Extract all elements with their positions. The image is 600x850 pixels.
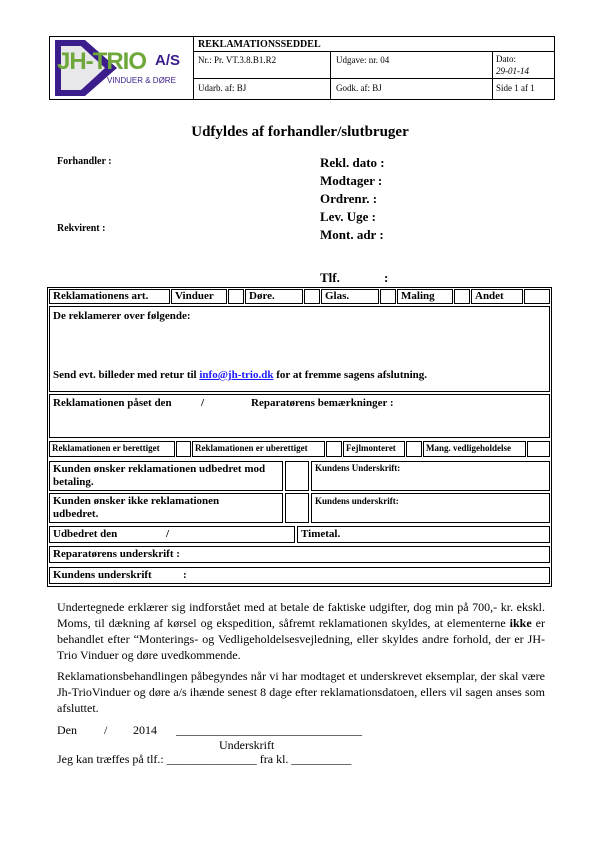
logo-suffix: A/S bbox=[155, 52, 181, 69]
receiver-label: Modtager : bbox=[320, 173, 383, 188]
complaint-heading: De reklamerer over følgende: bbox=[53, 310, 191, 322]
inspected-date-label: Reklamationen påset den bbox=[53, 397, 172, 409]
option-paint-label: Maling bbox=[401, 290, 435, 302]
option-glass-checkbox[interactable] bbox=[380, 289, 396, 304]
verdict-misfitted-label: Fejlmonteret bbox=[346, 443, 396, 453]
customer-declines-fix-checkbox[interactable] bbox=[285, 493, 309, 523]
repairer-signature-label: Reparatørens underskrift : bbox=[53, 548, 180, 560]
verdict-misfitted-checkbox[interactable] bbox=[406, 441, 422, 457]
dealer-label: Forhandler : bbox=[57, 156, 112, 167]
doc-number: Nr.: Pr. VT.3.8.B1.R2 bbox=[198, 55, 277, 65]
den-slash: / bbox=[104, 723, 108, 737]
option-other-checkbox[interactable] bbox=[524, 289, 550, 304]
logo-tagline: VINDUER & DØRE bbox=[107, 76, 176, 85]
customer-final-signature-label: Kundens underskrift bbox=[53, 569, 152, 581]
option-windows-label: Vinduer bbox=[175, 290, 214, 302]
den-year: 2014 bbox=[133, 723, 157, 737]
right-fields bbox=[320, 154, 385, 244]
terms-paragraph-1 bbox=[57, 599, 545, 663]
phone-colon: : bbox=[384, 270, 389, 285]
option-doors-checkbox[interactable] bbox=[304, 289, 320, 304]
delivery-week-label: Lev. Uge : bbox=[320, 209, 376, 224]
send-photos-line bbox=[53, 369, 427, 381]
verdict-unjustified-checkbox[interactable] bbox=[326, 441, 342, 457]
header-divider-logo bbox=[193, 36, 194, 100]
art-row bbox=[49, 289, 550, 304]
email-link[interactable]: info@jh-trio.dk bbox=[199, 369, 274, 381]
customer-final-signature-colon: : bbox=[183, 569, 187, 581]
page-number: Side 1 af 1 bbox=[496, 83, 535, 93]
verdict-maintenance-label: Mang. vedligeholdelse bbox=[426, 443, 511, 453]
phone-contact-label: Jeg kan træffes på tlf.: bbox=[57, 752, 164, 766]
repaired-date-label: Udbedret den bbox=[53, 528, 118, 540]
repair-remarks-label: Reparatørens bemærkninger : bbox=[251, 397, 394, 409]
option-glass-label: Glas. bbox=[325, 290, 350, 302]
logo-brand: JH-TRIO bbox=[57, 48, 146, 75]
signature-caption: Underskrift bbox=[219, 738, 275, 752]
terms-paragraph-2: Reklamationsbehandlingen påbegyndes når vi har modtaget et underskrevet eksemplar, der skal være Jh-TrioVinduer og døre a/s ihænde senest 8 dage efter reklamationsdatoen, ellers vil sagen anses som afsluttet. bbox=[57, 669, 545, 715]
date-value: 29-01-14 bbox=[496, 66, 529, 76]
requester-label: Rekvirent : bbox=[57, 223, 106, 234]
document-title: REKLAMATIONSSEDDEL bbox=[198, 39, 321, 50]
den-label: Den bbox=[57, 723, 77, 737]
form-title: Udfyldes af forhandler/slutbruger bbox=[191, 124, 409, 140]
signature-line[interactable]: _______________________________ bbox=[176, 723, 362, 737]
customer-wants-fix-label: Kunden ønsker reklamationen udbedret mod betaling. bbox=[53, 463, 266, 488]
phone-contact-field[interactable]: _______________ bbox=[166, 752, 257, 766]
complaint-date-label: Rekl. dato : bbox=[320, 155, 385, 170]
terms-p1-bold: ikke bbox=[509, 616, 532, 630]
verdict-justified-label: Reklamationen er berettiget bbox=[52, 443, 160, 453]
from-time-field[interactable]: __________ bbox=[291, 752, 352, 766]
verdict-unjustified-label: Reklamationen er uberettiget bbox=[195, 443, 308, 453]
verdict-row bbox=[49, 441, 550, 457]
terms-p1-a: Undertegnede erklærer sig indforstået med at betale de faktiske udgifter, dog min på 700,- kr. ekskl. Moms, til dækning af kørsel og ekspedition, såfremt reklamationen skyldes, at elementerne bbox=[57, 600, 545, 630]
customer-signature-1-label: Kundens Underskrift: bbox=[315, 463, 401, 473]
customer-wants-fix-checkbox[interactable] bbox=[285, 461, 309, 491]
terms-p1-b: er behandlet efter “Monterings- og Vedligeholdelsesvejledning, eller skyldes andre forhold, der er JH-Trio Vinduer og døre uvedkommende. bbox=[57, 616, 545, 662]
date-label: Dato: bbox=[496, 54, 516, 64]
approved-by: Godk. af: BJ bbox=[336, 83, 382, 93]
company-logo bbox=[55, 40, 187, 96]
doc-version: Udgave: nr. 04 bbox=[336, 55, 390, 65]
phone-label: Tlf. bbox=[320, 270, 340, 285]
verdict-justified-checkbox[interactable] bbox=[176, 441, 191, 457]
repaired-date-slash: / bbox=[166, 528, 170, 540]
header-vline-1 bbox=[330, 51, 331, 100]
option-doors-label: Døre. bbox=[249, 290, 275, 302]
inspected-date-slash: / bbox=[201, 397, 205, 409]
header-hline-1 bbox=[193, 51, 555, 52]
mounting-address-label: Mont. adr : bbox=[320, 227, 384, 242]
send-photos-suffix: for at fremme sagens afslutning. bbox=[276, 369, 428, 381]
header-hline-2 bbox=[193, 78, 555, 79]
option-windows-checkbox[interactable] bbox=[228, 289, 244, 304]
option-paint-checkbox[interactable] bbox=[454, 289, 470, 304]
customer-signature-2-label: Kundens underskrift: bbox=[315, 496, 399, 506]
hours-label: Timetal. bbox=[301, 528, 341, 540]
from-time-label: fra kl. bbox=[259, 752, 289, 766]
prepared-by: Udarb. af: BJ bbox=[198, 83, 247, 93]
art-label: Reklamationens art. bbox=[53, 290, 149, 302]
customer-declines-fix-label: Kunden ønsker ikke reklamationen udbedret. bbox=[53, 495, 220, 520]
send-photos-prefix: Send evt. billeder med retur til bbox=[53, 369, 197, 381]
phone-contact-line bbox=[57, 752, 351, 767]
verdict-maintenance-checkbox[interactable] bbox=[527, 441, 550, 457]
header-vline-2 bbox=[492, 51, 493, 100]
option-other-label: Andet bbox=[475, 290, 504, 302]
order-number-label: Ordrenr. : bbox=[320, 191, 378, 206]
